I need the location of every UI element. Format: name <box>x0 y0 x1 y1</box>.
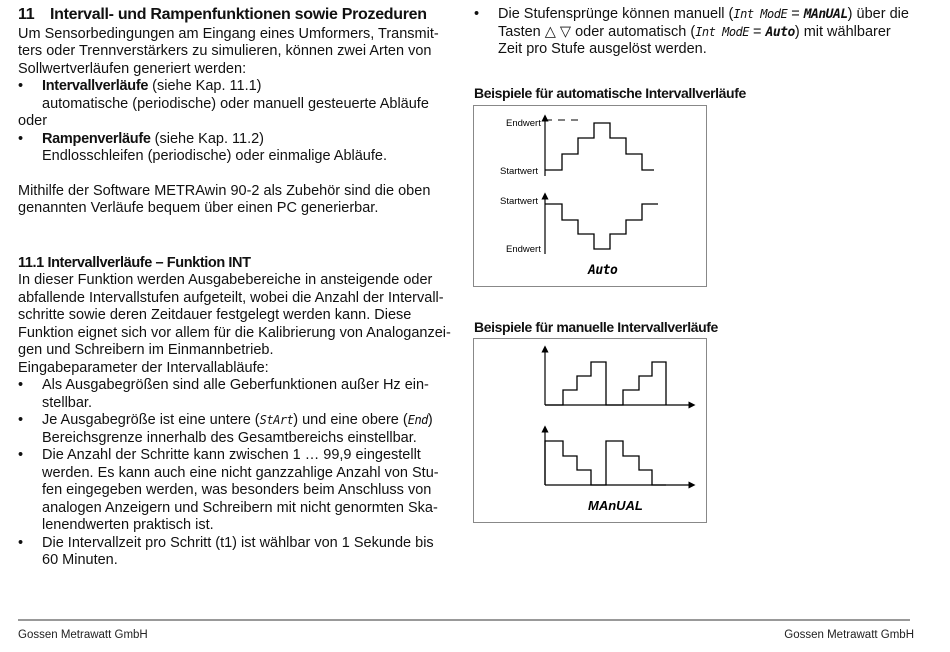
fig-manual-diagram <box>474 339 706 522</box>
oder-text: oder <box>18 113 48 129</box>
manual-step-up-curve <box>545 362 666 405</box>
param-bullet-3: • Die Anzahl der Schritte kann zwischen 1 … 99,9 eingestellt werden. Es kann auch eine nicht ganzzahlige Anzahl von Stu- fen eingegeben werden, was besonders beim Anschluss von analogen Anzeigern und Schreibern mit nicht genormten Ska- lenendwerten praktisch ist. <box>18 447 458 535</box>
sub-para-5: gen und Schreibern im Einmannbetrieb. <box>18 342 274 358</box>
fig-manual-box <box>473 338 707 523</box>
step-curve-up-down <box>545 123 654 170</box>
intro-line-1: Um Sensorbedingungen am Eingang eines Umformers, Transmit- <box>18 25 439 42</box>
intro-line-2: ters oder Trennverstärkers zu simulieren, können zwei Arten von <box>18 43 432 59</box>
display-int-mode: Int ModE <box>733 7 788 21</box>
step-curve-down-up <box>545 204 658 249</box>
footer-rule <box>18 619 910 621</box>
stufenspruenge-bullet: • Die Stufensprünge können manuell (Int ModE = MAnUAL) über die Tasten △ ▽ oder automatisch (Int ModE = Auto) mit wählbarer Zeit pro Stufe ausgelöst werden. <box>474 6 914 59</box>
footer-left: Gossen Metrawatt GmbH <box>18 629 148 641</box>
right-column <box>474 6 914 59</box>
label-startwert-bottom: Startwert <box>500 196 539 207</box>
mode-manual-label: MAnUAL <box>588 498 643 513</box>
section-number: 11 <box>18 6 35 23</box>
param-bullet-4: • Die Intervallzeit pro Schritt (t1) ist wählbar von 1 Sekunde bis 60 Minuten. <box>18 535 458 570</box>
fig-auto-title: Beispiele für automatische Intervallverläufe <box>474 85 746 101</box>
metrawin-line-2: genannten Verläufe bequem über einen PC generierbar. <box>18 200 379 216</box>
label-endwert-bottom: Endwert <box>506 244 541 255</box>
intro-line-3: Sollwertverläufen generiert werden: <box>18 60 247 77</box>
display-manual: MAnUAL <box>803 7 848 22</box>
subsection-heading: 11.1 Intervallverläufe – Funktion INT <box>18 254 251 271</box>
label-startwert-top: Startwert <box>500 166 539 177</box>
sub-para-4: Funktion eignet sich vor allem für die Kalibrierung von Analoganzei- <box>18 324 451 341</box>
display-end: End <box>407 413 428 427</box>
left-column <box>18 6 458 570</box>
sub-para-6: Eingabeparameter der Intervallabläufe: <box>18 359 269 376</box>
display-start: StArt <box>259 413 294 427</box>
bullet-detail: Endlosschleifen (periodische) oder einmalige Abläufe. <box>42 148 387 164</box>
bullet-bold: Rampenverläufe <box>42 130 151 147</box>
display-int-mode: Int ModE <box>695 24 749 39</box>
footer-right: Gossen Metrawatt GmbH <box>784 629 914 641</box>
display-auto: Auto <box>765 24 795 40</box>
label-endwert-top: Endwert <box>506 118 541 129</box>
sub-para-3: schritte sowie deren Zeitdauer festgelegt werden kann. Diese <box>18 307 412 323</box>
section-heading <box>18 6 458 24</box>
manual-step-down-curve <box>545 441 666 485</box>
mode-auto-label: Auto <box>588 263 618 278</box>
metrawin-line-1: Mithilfe der Software METRAwin 90-2 als Zubehör sind die oben <box>18 182 431 199</box>
fig-auto-diagram <box>474 106 706 286</box>
param-bullet-1: • Als Ausgabegrößen sind alle Geberfunktionen außer Hz ein- stellbar. <box>18 377 458 412</box>
section-title: Intervall- und Rampenfunktionen sowie Prozeduren <box>50 6 427 23</box>
bullet-detail: automatische (periodische) oder manuell gesteuerte Abläufe <box>42 95 429 112</box>
param-bullet-2: • Je Ausgabegröße ist eine untere (StArt) und eine obere (End) Bereichsgrenze innerhalb des Gesamtbereichs einstellbar. <box>18 412 458 447</box>
bullet-bold: Intervallverläufe <box>42 78 149 94</box>
fig-manual-title: Beispiele für manuelle Intervallverläufe <box>474 319 718 335</box>
sub-para-2: abfallende Intervallstufen aufgeteilt, wobei die Anzahl der Intervall- <box>18 289 444 306</box>
fig-auto-box <box>473 105 707 287</box>
sub-para-1: In dieser Funktion werden Ausgabebereiche in ansteigende oder <box>18 272 433 288</box>
bullet-rampenverlaeufe: • Rampenverläufe (siehe Kap. 11.2) Endlosschleifen (periodische) oder einmalige Abläufe. <box>18 131 458 166</box>
bullet-intervallverlaeufe: • Intervallverläufe (siehe Kap. 11.1) automatische (periodische) oder manuell gesteuerte Abläufe <box>18 78 458 113</box>
